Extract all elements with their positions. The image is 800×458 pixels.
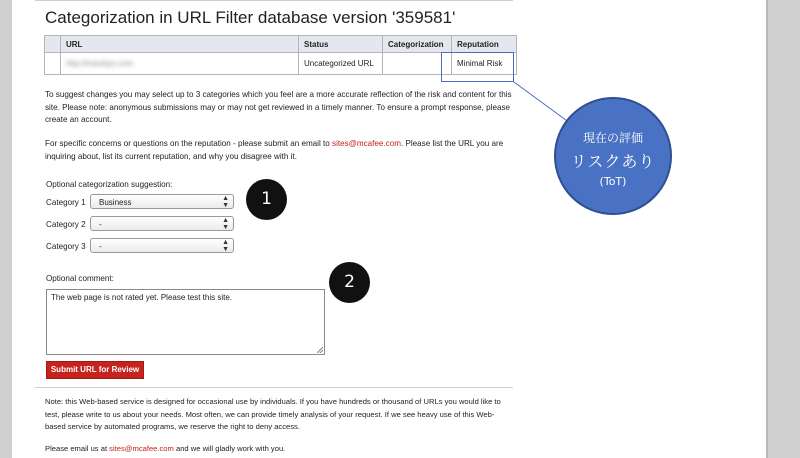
category1-value: Business xyxy=(99,198,132,207)
table-header-url: URL xyxy=(61,36,299,53)
step-marker-1: 1 xyxy=(246,179,287,220)
bubble-line1: 現在の評価 xyxy=(582,131,643,145)
table-cell-blank xyxy=(45,53,61,75)
table-cell-status: Uncategorized URL xyxy=(299,53,383,75)
table-header-row xyxy=(45,36,517,53)
footer-email-link[interactable]: sites@mcafee.com xyxy=(109,444,174,453)
intro-paragraph: To suggest changes you may select up to 3 categories which you feel are a more accurate reflection of the risk and content for this site. Please note: anonymous submissions may or may not get reviewed in a timely manner. To ensure a prompt response, please create an account. xyxy=(45,90,512,124)
page-title: Categorization in URL Filter database version '359581' xyxy=(45,8,456,27)
footer-email-after: and we will gladly work with you. xyxy=(173,444,286,453)
bubble-line3: (ToT) xyxy=(599,175,627,188)
reputation-highlight-box xyxy=(441,52,514,82)
suggestion-label: Optional categorization suggestion: xyxy=(46,180,173,189)
category3-select[interactable] xyxy=(90,238,234,253)
table-cell-url xyxy=(61,53,299,75)
comment-text: The web page is not rated yet. Please test this site. xyxy=(51,293,232,302)
category2-label: Category 2 xyxy=(46,220,86,229)
comment-label: Optional comment: xyxy=(46,274,114,283)
select-arrows-icon: ▲ ▼ xyxy=(222,195,229,209)
email-link[interactable]: sites@mcafee.com xyxy=(332,139,401,148)
window-frame-left xyxy=(0,0,12,458)
footer-divider xyxy=(35,387,513,388)
table-header-blank xyxy=(45,36,61,53)
footer-note: Note: this Web-based service is designed for occasional use by individuals. If you have hundreds or thousand of URLs you would like to test, please write to us about your needs. Most often, we can provide timely analysis of your request. If we see heavy use of this Web-based service by automated programs, we reserve the right to deny access. xyxy=(45,397,501,431)
category2-value: - xyxy=(99,220,102,229)
category1-select[interactable] xyxy=(90,194,234,209)
footer-email-before: Please email us at xyxy=(45,444,110,453)
top-divider xyxy=(35,0,513,1)
step-marker-2: 2 xyxy=(329,262,370,303)
reputation-text-before: For specific concerns or questions on the reputation - please submit an email to xyxy=(45,139,333,148)
reputation-text-after: . Please list the URL you are inquiring about, list its current reputation, and why you disagree with it. xyxy=(45,139,504,161)
url-text-blurred: http://hsexbyo.com xyxy=(66,59,134,68)
select-arrows-icon: ▲ ▼ xyxy=(222,217,229,231)
category2-select[interactable] xyxy=(90,216,234,231)
category3-label: Category 3 xyxy=(46,242,86,251)
select-arrows-icon: ▲ ▼ xyxy=(222,239,229,253)
table-cell-reputation: Minimal Risk xyxy=(452,53,517,75)
resize-grip-icon[interactable] xyxy=(317,347,323,353)
table-header-reputation: Reputation xyxy=(452,36,517,53)
reputation-paragraph xyxy=(45,138,515,163)
category3-value: - xyxy=(99,242,102,251)
table-header-categorization: Categorization xyxy=(383,36,452,53)
category1-label: Category 1 xyxy=(46,198,86,207)
comment-textarea[interactable] xyxy=(46,289,325,355)
footer-email-line xyxy=(45,443,515,456)
bubble-line2: リスクあり xyxy=(570,152,656,171)
table-header-status: Status xyxy=(299,36,383,53)
annotation-bubble xyxy=(554,97,672,215)
submit-url-button[interactable]: Submit URL for Review xyxy=(46,361,144,379)
window-frame-right xyxy=(768,0,800,458)
